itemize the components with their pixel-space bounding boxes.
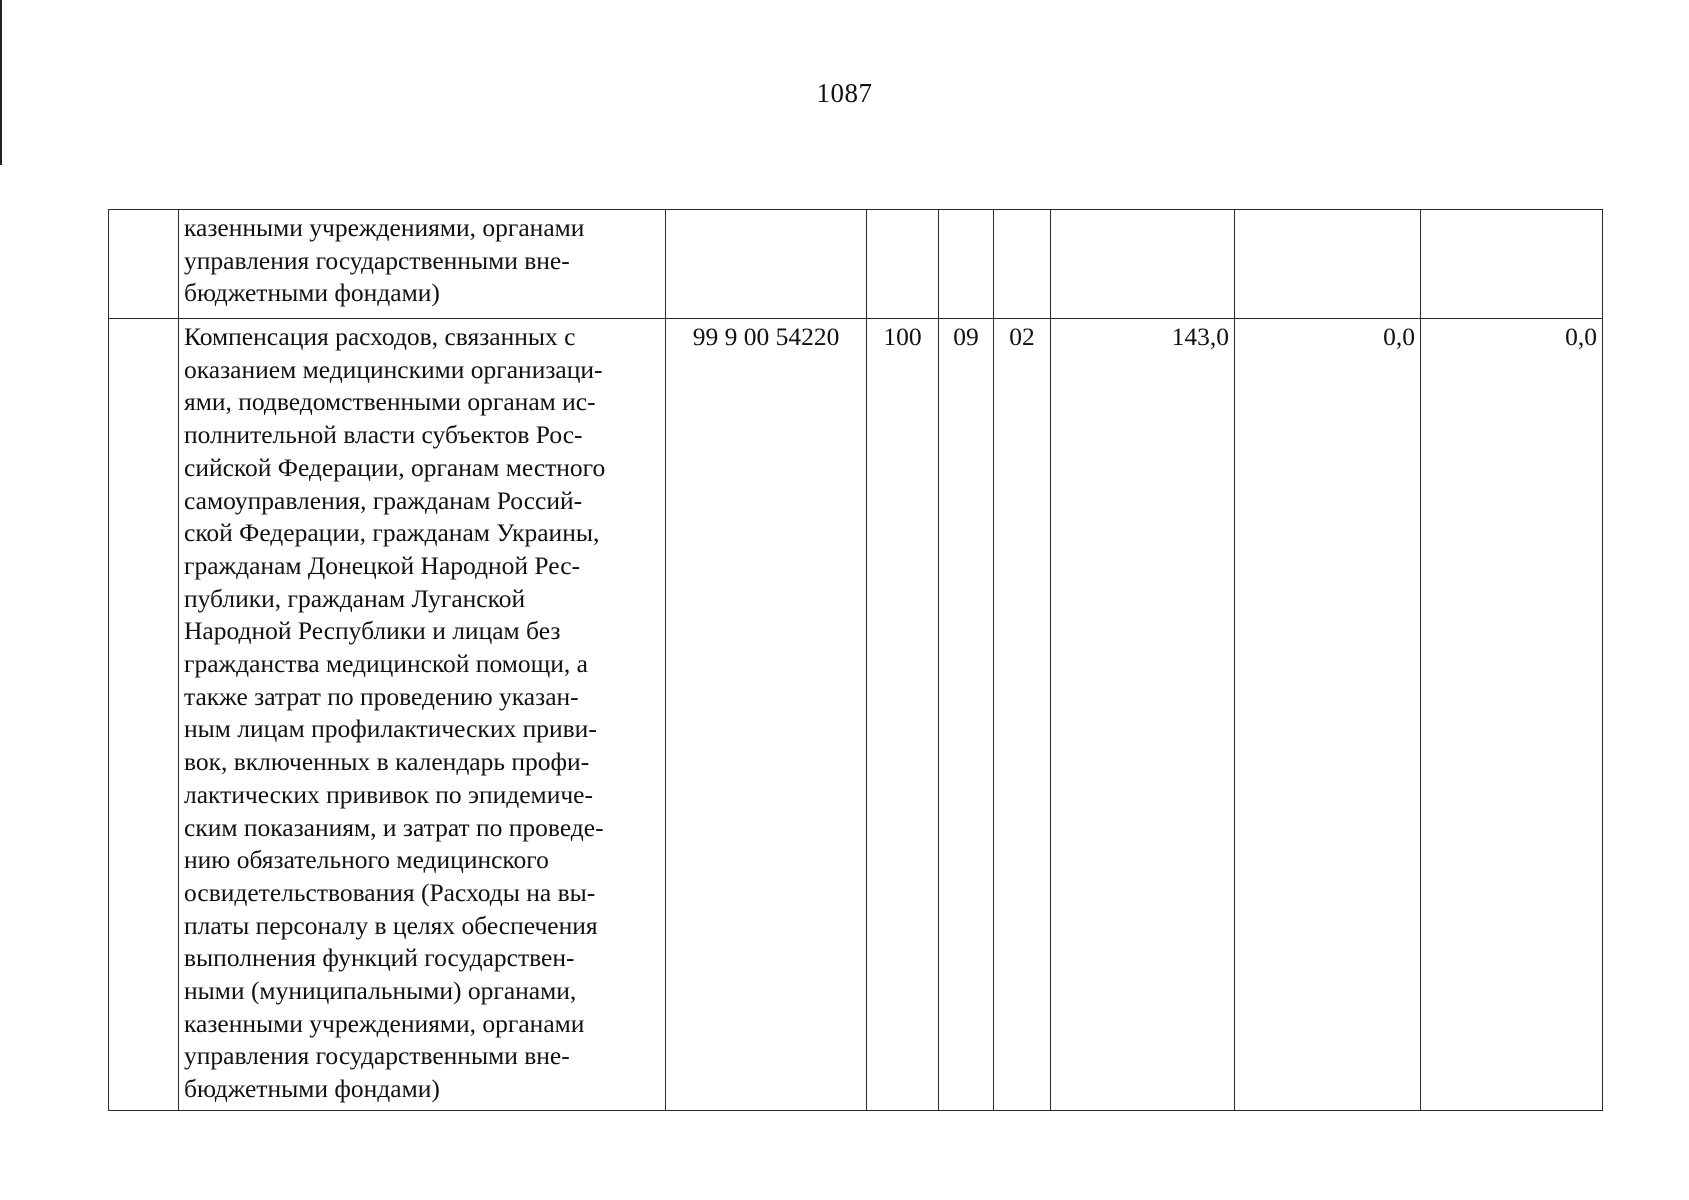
expense-name-cell: Компенсация расходов, связанных с оказанием медицинскими организаци- ями, подведомственными органам ис- полнительной власти субъектов Рос- сийской Федерации, органам местного самоуправления, гражданам Россий- ской Федерации, гражданам Украины, гражданам Донецкой Народной Рес- публики, гражданам Луганской Народной Республики и лицам без гражданства медицинской помощи, а также затрат по проведению указан- ным лицам профилактических приви- вок, включенных в календарь профи- лактических прививок по эпидемиче- ским показаниям, и затрат по проведе- нию обязательного медицинского освидетельствования (Расходы на вы- платы персоналу в целях обеспечения выполнения функций государствен- ными (муниципальными) органами, казенными учреждениями, органами управления государственными вне- бюджетными фондами) <box>179 319 666 1111</box>
amount-cell-3 <box>1421 210 1603 319</box>
page-number: 1087 <box>816 78 873 108</box>
amount-cell-2: 0,0 <box>1235 319 1421 1111</box>
table-row <box>109 319 1603 1111</box>
budget-table <box>108 209 1603 1111</box>
target-article-cell: 99 9 00 54220 <box>666 319 867 1111</box>
section-cell <box>939 210 994 319</box>
amount-cell-3: 0,0 <box>1421 319 1603 1111</box>
amount-cell-1 <box>1051 210 1235 319</box>
subsection-cell: 02 <box>994 319 1051 1111</box>
expense-type-cell <box>867 210 939 319</box>
amount-cell-1: 143,0 <box>1051 319 1235 1111</box>
expense-name-cell: казенными учреждениями, органами управления государственными вне- бюджетными фондами) <box>179 210 666 319</box>
subsection-cell <box>994 210 1051 319</box>
target-article-cell <box>666 210 867 319</box>
row-number-cell <box>109 319 179 1111</box>
section-cell: 09 <box>939 319 994 1111</box>
table-row <box>109 210 1603 319</box>
amount-cell-2 <box>1235 210 1421 319</box>
expense-type-cell: 100 <box>867 319 939 1111</box>
row-number-cell <box>109 210 179 319</box>
